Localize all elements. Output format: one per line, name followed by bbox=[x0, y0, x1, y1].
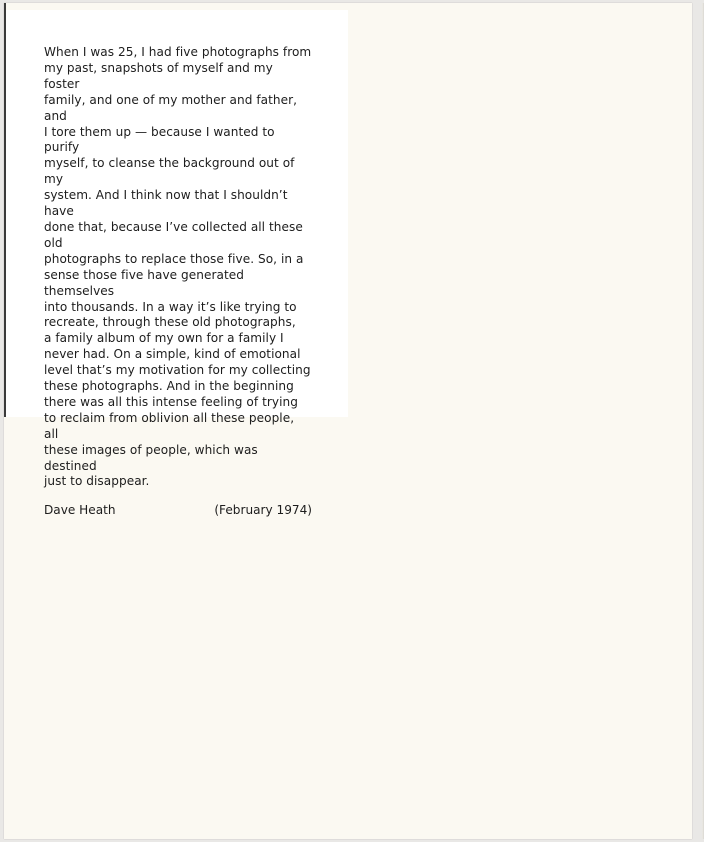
attribution bbox=[44, 503, 312, 517]
quote-panel bbox=[6, 10, 348, 518]
quote-author: Dave Heath bbox=[44, 503, 116, 518]
quote-date: (February 1974) bbox=[214, 503, 312, 518]
quote-text: When I was 25, I had five photographs from my past, snapshots of myself and my foster family, and one of my mother and father, and I tore them up — because I wanted to purify myself, to cleanse the background out of my system. And I think now that I shouldn’t have done that, because I’ve collected all these old photographs to replace those five. So, in a sense those five have generated themselves into thousands. In a way it’s like trying to recreate, through these old photographs, a family album of my own for a family I never had. On a simple, kind of emotional level that’s my motivation for my collecting these photographs. And in the beginning there was all this intense feeling of trying to reclaim from oblivion all these people, all these images of people, which was destined just to disappear. bbox=[44, 45, 312, 489]
